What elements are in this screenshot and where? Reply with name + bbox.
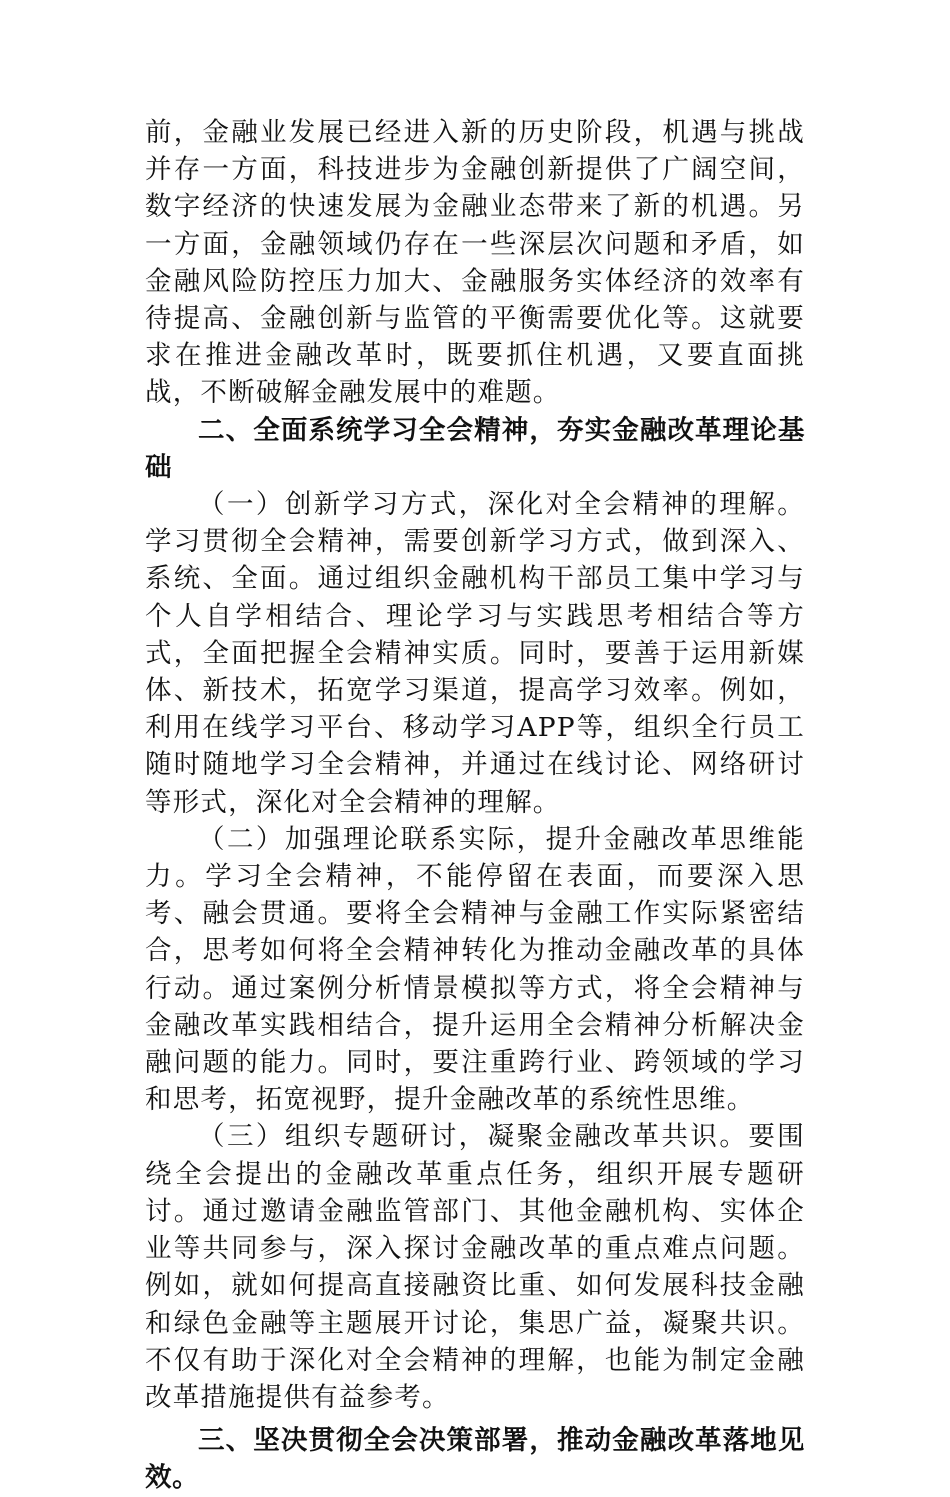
document-body [145,114,805,1497]
section-3-heading: 三、坚决贯彻全会决策部署，推动金融改革落地见效。 [145,1425,805,1494]
section-2-paragraph-1: （一）创新学习方式，深化对全会精神的理解。学习贯彻全会精神，需要创新学习方式，做到深入、系统、全面。通过组织金融机构干部员工集中学习与个人自学相结合、理论学习与实践思考相结合等方式，全面把握全会精神实质。同时，要善于运用新媒体、新技术，拓宽学习渠道，提高学习效率。例如，利用在线学习平台、移动学习APP等，组织全行员工随时随地学习全会精神，并通过在线讨论、网络研讨等形式，深化对全会精神的理解。 [145,489,805,818]
intro-paragraph: 前，金融业发展已经进入新的历史阶段，机遇与挑战并存一方面，科技进步为金融创新提供了广阔空间，数字经济的快速发展为金融业态带来了新的机遇。另一方面，金融领域仍存在一些深层次问题和矛盾，如金融风险防控压力加大、金融服务实体经济的效率有待提高、金融创新与监管的平衡需要优化等。这就要求在推进金融改革时，既要抓住机遇，又要直面挑战，不断破解金融发展中的难题。 [145,117,805,409]
section-2-paragraph-2: （二）加强理论联系实际，提升金融改革思维能力。学习全会精神，不能停留在表面，而要深入思考、融会贯通。要将全会精神与金融工作实际紧密结合，思考如何将全会精神转化为推动金融改革的具体行动。通过案例分析情景模拟等方式，将全会精神与金融改革实践相结合，提升运用全会精神分析解决金融问题的能力。同时，要注重跨行业、跨领域的学习和思考，拓宽视野，提升金融改革的系统性思维。 [145,823,805,1116]
section-2-paragraph-3: （三）组织专题研讨，凝聚金融改革共识。要围绕全会提出的金融改革重点任务，组织开展专题研讨。通过邀请金融监管部门、其他金融机构、实体企业等共同参与，深入探讨金融改革的重点难点问题。例如，就如何提高直接融资比重、如何发展科技金融和绿色金融等主题展开讨论，集思广益，凝聚共识。不仅有助于深化对全会精神的理解，也能为制定金融改革措施提供有益参考。 [145,1121,805,1413]
section-2-heading: 二、全面系统学习全会精神，夯实金融改革理论基础 [145,414,805,483]
